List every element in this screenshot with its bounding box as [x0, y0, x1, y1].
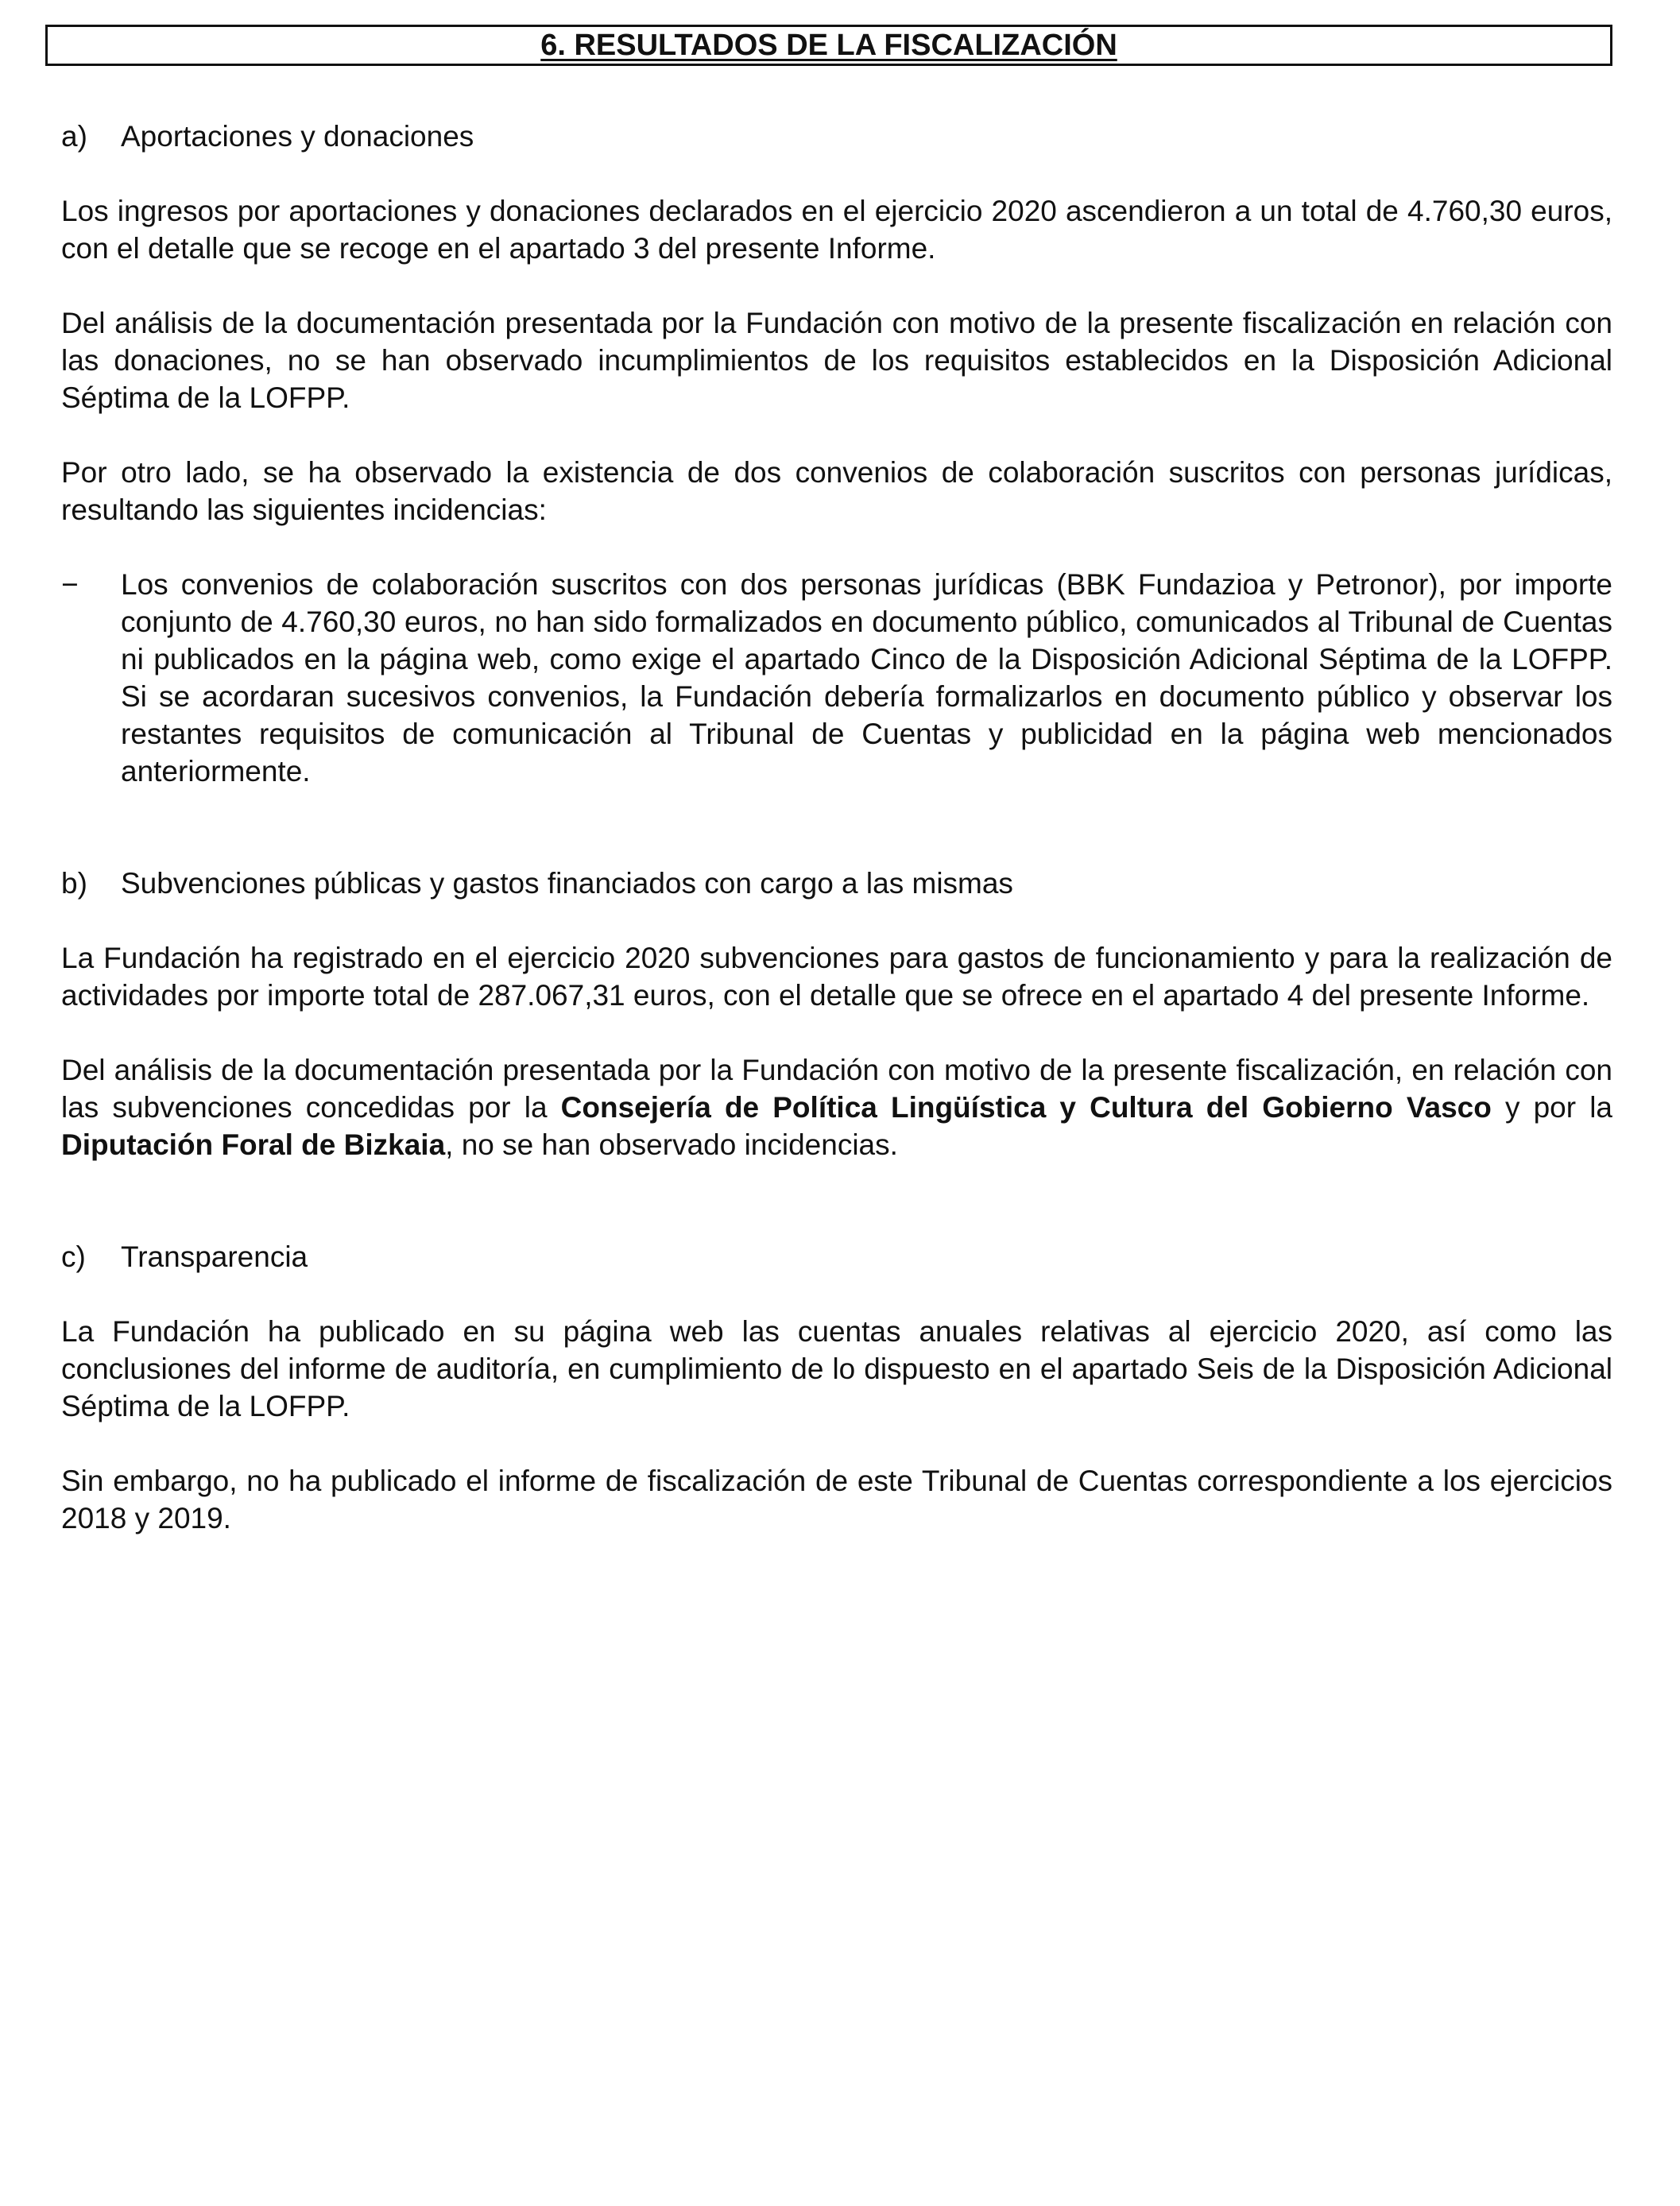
paragraph-b1: La Fundación ha registrado en el ejercicio 2020 subvenciones para gastos de funcionamiento y para la realización de actividades por importe total de 287.067,31 euros, con el detalle que se ofrece en el apartado 4 del presente Informe. [61, 942, 1612, 1012]
section-label-b: b) [61, 867, 87, 900]
section-label-a: a) [61, 120, 87, 153]
report-title-box [45, 25, 1612, 66]
bullet-item-conv [61, 566, 1612, 790]
paragraph-c2: Sin embargo, no ha publicado el informe de fiscalización de este Tribunal de Cuentas correspondiente a los ejercicios 2018 y 2019. [61, 1465, 1612, 1535]
paragraph-b2-run3-bold: Diputación Foral de Bizkaia [61, 1128, 446, 1161]
bullet-text-conv: Los convenios de colaboración suscritos con dos personas jurídicas (BBK Fundazioa y Petronor), por importe conjunto de 4.760,30 euros, no han sido formalizados en documento público, comunicados al Tribunal de Cuentas ni publicados en la página web, como exige el apartado Cinco de la Disposición Adicional Séptima de la LOFPP. Si se acordaran sucesivos convenios, la Fundación debería formalizarlos en documento público y observar los restantes requisitos de comunicación al Tribunal de Cuentas y publicidad en la página web mencionados anteriormente. [121, 568, 1612, 788]
section-title-a: Aportaciones y donaciones [121, 120, 474, 153]
paragraph-a2: Del análisis de la documentación presentada por la Fundación con motivo de la presente fiscalización en relación con las donaciones, no se han observado incumplimientos de los requisitos establecidos en la Disposición Adicional Séptima de la LOFPP. [61, 307, 1612, 414]
section-title-b: Subvenciones públicas y gastos financiados con cargo a las mismas [121, 867, 1013, 900]
paragraph-b2 [61, 1051, 1612, 1163]
report-title: 6. RESULTADOS DE LA FISCALIZACIÓN [540, 29, 1117, 62]
section-label-c: c) [61, 1240, 86, 1273]
section-heading-b [61, 865, 1612, 902]
paragraph-b2-run1-bold: Consejería de Política Lingüística y Cultura del Gobierno Vasco [560, 1091, 1492, 1124]
section-heading-a [61, 118, 1612, 155]
section-title-c: Transparencia [121, 1240, 308, 1273]
paragraph-b2-run2: y por la [1491, 1091, 1612, 1124]
dash-bullet-icon: − [61, 568, 79, 601]
paragraph-b2-run4: , no se han observado incidencias. [445, 1128, 898, 1161]
paragraph-a1: Los ingresos por aportaciones y donaciones declarados en el ejercicio 2020 ascendieron a un total de 4.760,30 euros, con el detalle que se recoge en el apartado 3 del presente Informe. [61, 195, 1612, 265]
paragraph-b2-run0: Del análisis de la documentación presentada por la Fundación con motivo de la presente fiscalización, en relación con las subvenciones concedidas por la [61, 1054, 1612, 1124]
paragraph-a3: Por otro lado, se ha observado la existencia de dos convenios de colaboración suscritos con personas jurídicas, resultando las siguientes incidencias: [61, 456, 1612, 526]
section-heading-c [61, 1238, 1612, 1275]
paragraph-c1: La Fundación ha publicado en su página web las cuentas anuales relativas al ejercicio 2020, así como las conclusiones del informe de auditoría, en cumplimiento de lo dispuesto en el apartado Seis de la Disposición Adicional Séptima de la LOFPP. [61, 1315, 1612, 1422]
